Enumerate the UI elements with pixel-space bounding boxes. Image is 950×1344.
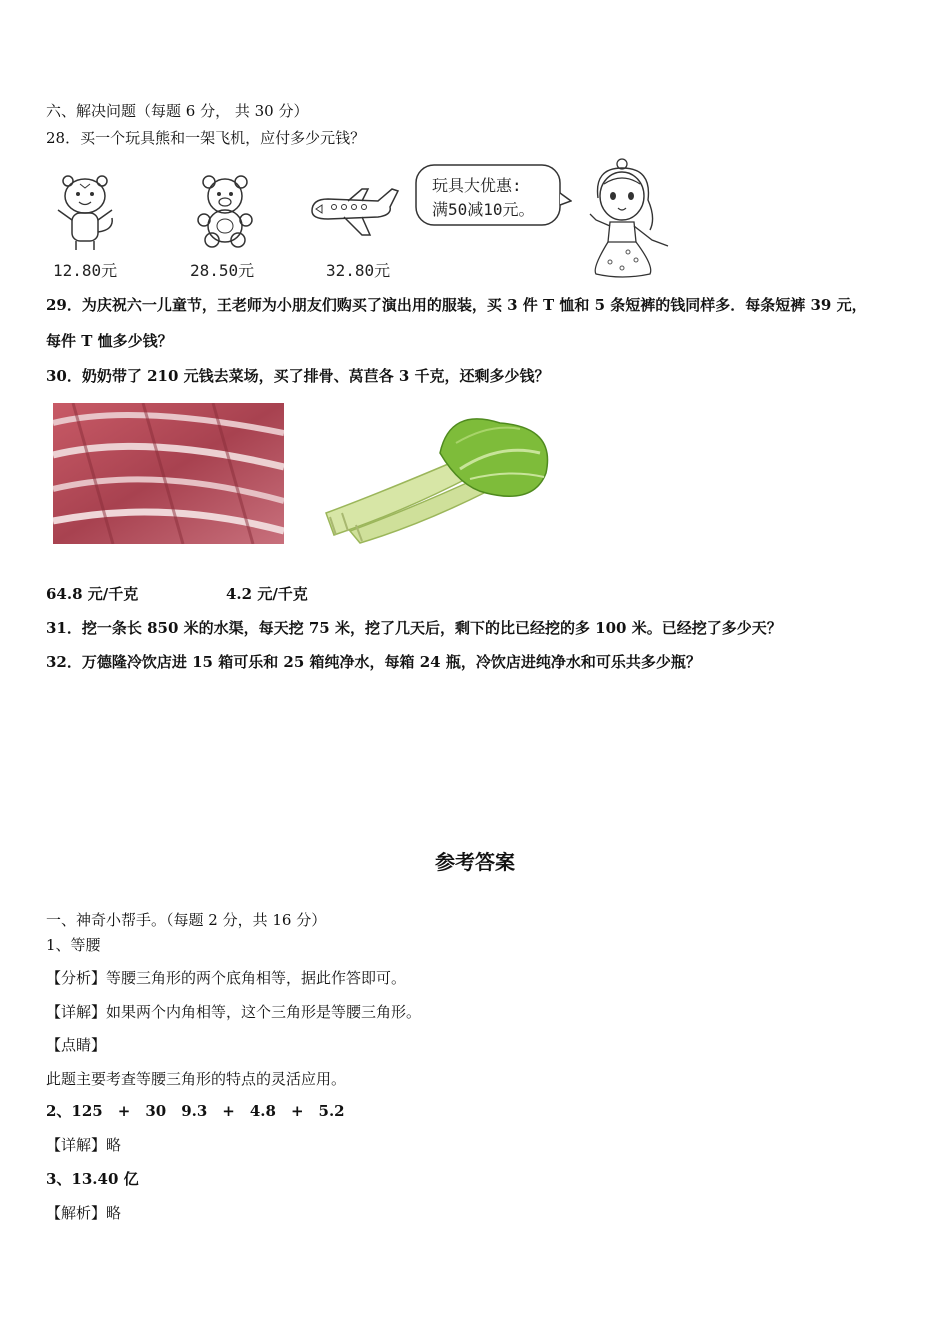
toy-airplane-image [308,183,400,239]
lettuce-unit-price: 4.2 元/千克 [226,585,308,603]
question-30: 30．奶奶带了 210 元钱去菜场，买了排骨、莴苣各 3 千克，还剩多少钱？ [46,367,550,385]
answer-1-tip-label: 【点睛】 [46,1036,107,1054]
bubble-line-2: 满50减10元。 [432,200,535,219]
answer-3-analysis: 【解析】略 [46,1204,122,1222]
bear-price: 28.50元 [190,261,255,280]
bubble-text [432,174,535,222]
answer-2: 2、125 + 30 9.3 + 4.8 + 5.2 [46,1102,345,1120]
answers-section-1-heading: 一、神奇小帮手。（每题 2 分，共 16 分） [46,911,327,929]
toy-tiger-image [50,170,120,252]
answer-1-detail: 【详解】如果两个内角相等，这个三角形是等腰三角形。 [46,1003,422,1021]
answer-1-tip: 此题主要考查等腰三角形的特点的灵活应用。 [46,1070,347,1088]
question-32: 32．万德隆冷饮店进 15 箱可乐和 25 箱纯净水，每箱 24 瓶，冷饮店进纯净水和可乐共多少瓶？ [46,653,701,671]
spare-ribs-image [53,403,284,544]
question-29-line-2: 每件 T 恤多少钱？ [46,332,173,350]
answer-2-detail: 【详解】略 [46,1136,122,1154]
answer-1: 1、等腰 [46,936,101,954]
bubble-line-1: 玩具大优惠: [432,176,522,195]
tiger-price: 12.80元 [53,261,118,280]
question-28: 28．买一个玩具熊和一架飞机，应付多少元钱？ [46,129,366,147]
lettuce-image [320,413,560,545]
rib-unit-price: 64.8 元/千克 [46,585,139,603]
question-29-line-1: 29．为庆祝六一儿童节，王老师为小朋友们购买了演出用的服装，买 3 件 T 恤和 5 条短裤的钱同样多．每条短裤 39 元， [46,296,867,314]
answer-3: 3、13.40 亿 [46,1170,139,1188]
answers-title: 参考答案 [435,850,515,874]
question-31: 31．挖一条长 850 米的水渠，每天挖 75 米，挖了几天后，剩下的比已经挖的多 100 米。已经挖了多少天？ [46,619,782,637]
girl-illustration [574,158,672,280]
toy-bear-image [190,172,260,248]
answer-1-analysis: 【分析】等腰三角形的两个底角相等，据此作答即可。 [46,969,407,987]
section-heading: 六、解决问题（每题 6 分， 共 30 分） [46,102,309,120]
airplane-price: 32.80元 [326,261,391,280]
